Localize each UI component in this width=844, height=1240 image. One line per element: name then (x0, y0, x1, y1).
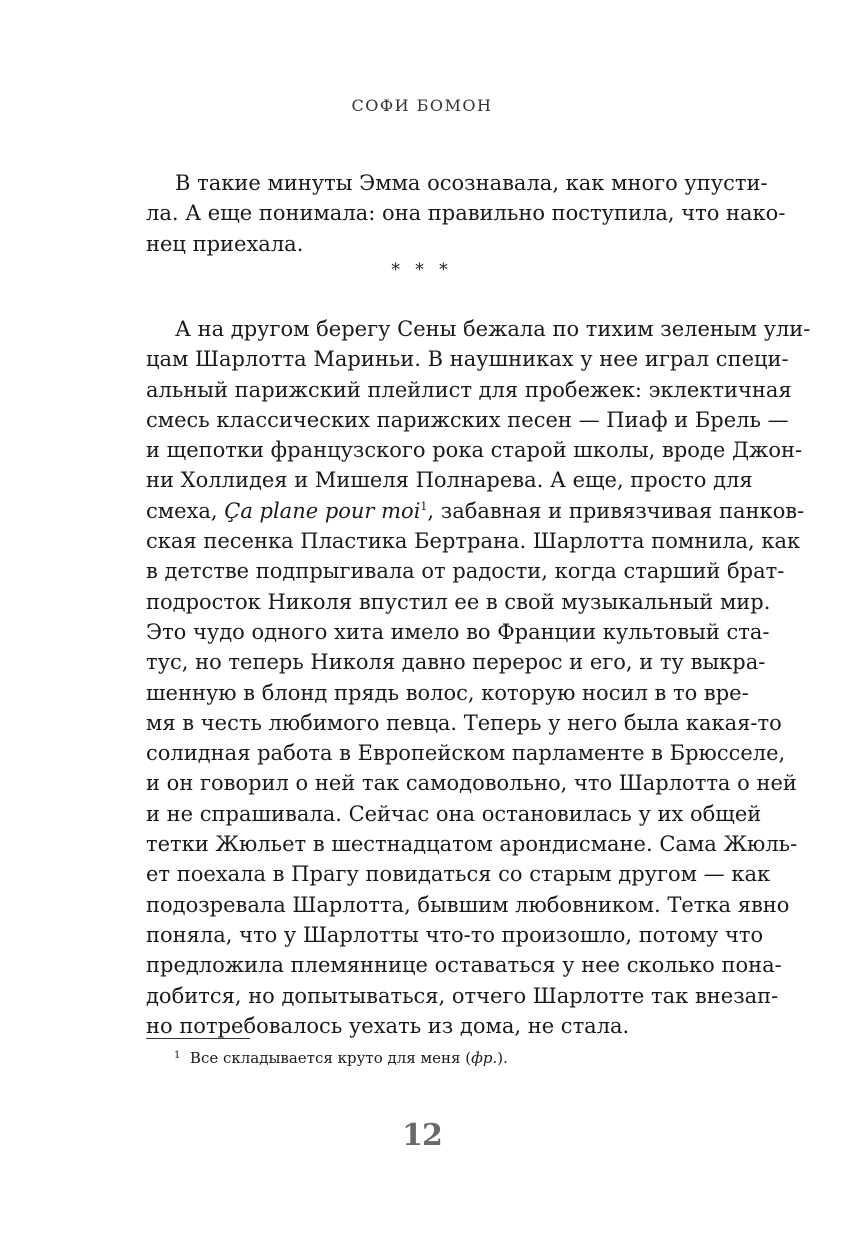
text-line: смесь классических парижских песен — Пиаф и Брель — (146, 407, 789, 432)
text-line: добится, но допытываться, отчего Шарлотте так внезап- (146, 983, 779, 1008)
text-line: но потребовалось уехать из дома, не стала. (146, 1013, 630, 1038)
section-separator: * * * (391, 260, 453, 280)
running-head: СОФИ БОМОН (351, 96, 493, 115)
footnote-mark: 1 (174, 1050, 181, 1061)
song-title: Ça plane pour moi (224, 498, 421, 523)
text-line: ла. А еще понимала: она правильно поступила, что нако- (146, 201, 786, 226)
footnote-text-post: ). (497, 1049, 508, 1067)
text-line: предложила племяннице оставаться у нее сколько пона- (146, 953, 782, 978)
text-line: цам Шарлотта Мариньи. В наушниках у нее играл специ- (146, 347, 789, 372)
line-pre-text: смеха, (146, 498, 225, 523)
footnote-text-pre: Все складывается круто для меня ( (189, 1049, 472, 1067)
text-line: шенную в блонд прядь волос, которую носил в то вре- (146, 680, 749, 705)
text-line: солидная работа в Европейском парламенте в Брюсселе, (146, 741, 786, 766)
footnote (174, 1049, 508, 1067)
text-line: А на другом берегу Сены бежала по тихим зеленым ули- (175, 317, 811, 341)
text-line: в детстве подпрыгивала от радости, когда старший брат- (146, 559, 785, 584)
text-line: ет поехала в Прагу повидаться со старым другом — как (146, 862, 771, 887)
text-line: ни Холлидея и Мишеля Полнарева. А еще, просто для (146, 468, 753, 493)
text-line: Это чудо одного хита имело во Франции культовый ста- (146, 619, 770, 644)
text-line: поняла, что у Шарлотты что-то произошло, потому что (146, 922, 764, 947)
text-line: и не спрашивала. Сейчас она остановилась у их общей (146, 801, 762, 826)
text-line: подросток Николя впустил ее в свой музыкальный мир. (146, 589, 771, 614)
text-line: и щепотки французского рока старой школы, вроде Джон- (146, 438, 803, 463)
text-line-with-song-title (146, 496, 805, 526)
footnote-reference[interactable]: 1 (420, 499, 428, 513)
text-line: В такие минуты Эмма осознавала, как много упусти- (175, 171, 768, 195)
text-line: и он говорил о ней так самодовольно, что Шарлотта о ней (146, 771, 797, 796)
footnote-divider (146, 1038, 250, 1039)
paragraph-1 (146, 168, 786, 259)
text-line: нец приехала. (146, 231, 304, 256)
paragraph-2 (146, 314, 811, 1041)
text-line: тус, но теперь Николя давно перерос и его, и ту выкра- (146, 650, 766, 675)
text-line: тетки Жюльет в шестнадцатом арондисмане. Сама Жюль- (146, 832, 798, 857)
text-line: подозревала Шарлотта, бывшим любовником. Тетка явно (146, 892, 790, 917)
text-line: альный парижский плейлист для пробежек: эклектичная (146, 377, 792, 402)
text-line: ская песенка Пластика Бертрана. Шарлотта помнила, как (146, 529, 801, 554)
page-number: 12 (402, 1118, 442, 1153)
line-post-text: , забавная и привязчивая панков- (427, 498, 805, 523)
footnote-abbrev: фр. (471, 1049, 498, 1067)
text-line: мя в честь любимого певца. Теперь у него была какая-то (146, 710, 782, 735)
